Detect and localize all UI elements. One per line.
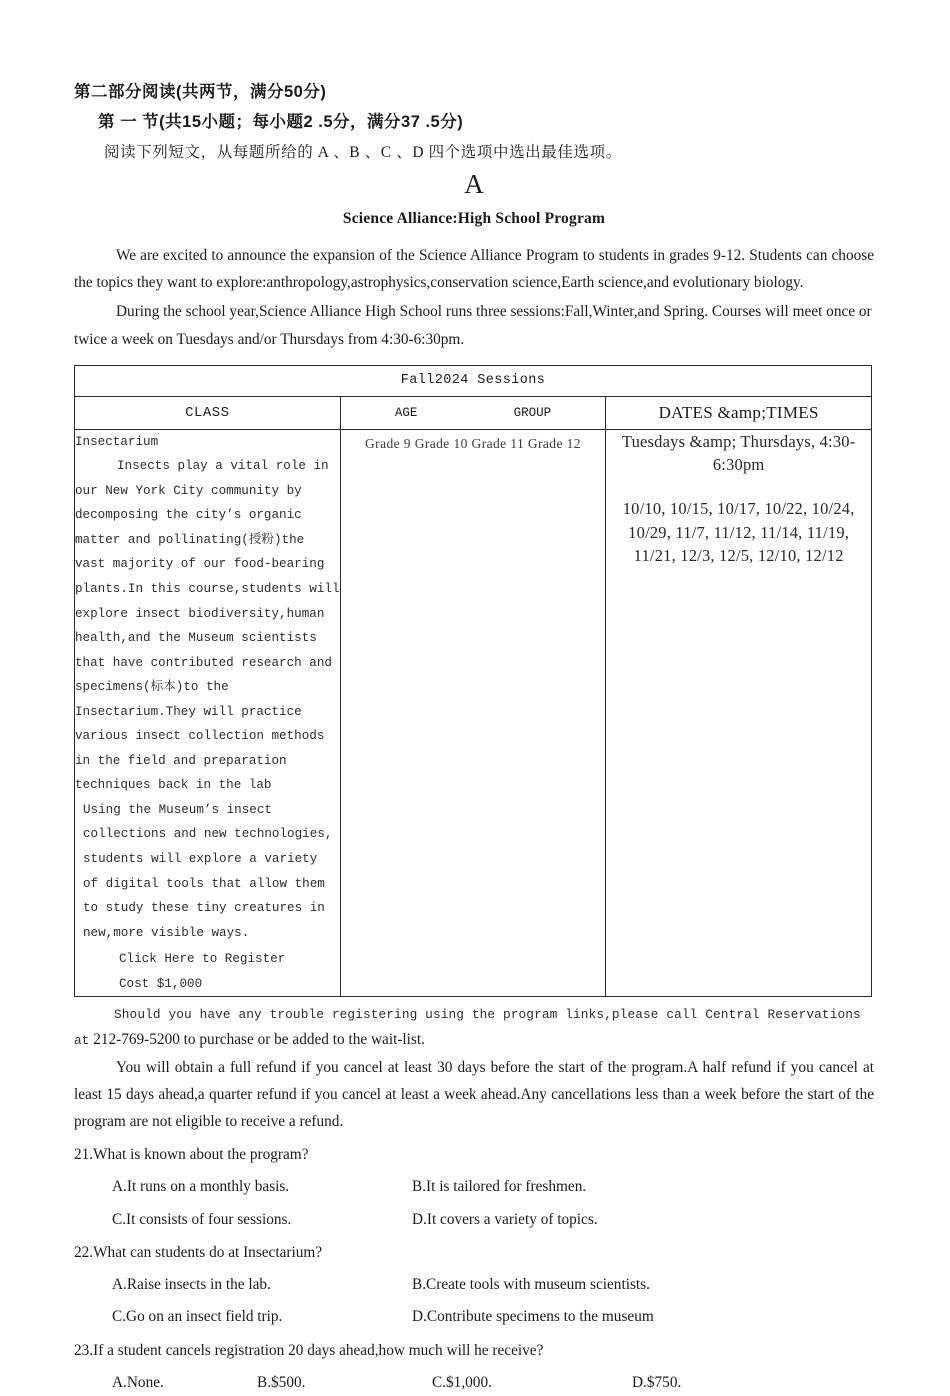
passage-letter: A [464, 169, 484, 200]
register-link[interactable]: Click Here to Register [119, 952, 286, 967]
document-content [74, 82, 874, 1396]
dates-list: 10/10, 10/15, 10/17, 10/22, 10/24, 10/29, 11/7, 11/12, 11/14, 11/19, 11/21, 12/3, 12/5, 12/10, 12/12 [622, 498, 855, 566]
option-23-c[interactable]: C.$1,000. [432, 1373, 492, 1391]
refund-policy-paragraph: You will obtain a full refund if you cancel at least 30 days before the start of the program.A half refund if you cancel at least 15 days ahead,a quarter refund if you cancel at least a week ahead.Any cancellations less than a week before the start of the program are not eligible to receive a refund. [74, 1058, 874, 1130]
option-21-a[interactable]: A.It runs on a monthly basis. [112, 1178, 290, 1196]
section-heading: 第 一 节(共15小题；每小题2 .5分，满分37 .5分) [98, 112, 464, 131]
table-header-age-group [340, 396, 606, 429]
class-name: Insectarium [75, 434, 159, 449]
option-21-b[interactable]: B.It is tailored for freshmen. [412, 1178, 587, 1196]
class-description-text: Insects play a vital role in our New York City community by decomposing the city’s organic matter and pollinating(授粉)the vast majority of our food-bearing plants.In this course,students will explore insect biodiversity,human health,and the Museum scientists that have contributed research and specimens(标本)to the Insectarium.They will practice various insect collection methods in the field and preparation techniques back in the lab [75, 459, 340, 793]
option-22-d[interactable]: D.Contribute specimens to the museum [412, 1308, 654, 1326]
phone-line-prefix: at [74, 1033, 90, 1049]
phone-line-text: 212-769-5200 to purchase or be added to the wait-list. [93, 1031, 425, 1049]
passage-title: Science Alliance:High School Program [342, 209, 606, 227]
option-23-b[interactable]: B.$500. [257, 1373, 306, 1391]
question-22-stem: 22.What can students do at Insectarium? [74, 1243, 323, 1261]
table-caption-cell: Fall2024 Sessions [75, 365, 872, 396]
option-22-b[interactable]: B.Create tools with museum scientists. [412, 1276, 650, 1294]
registration-trouble-note: Should you have any trouble registering using the program links,please call Central Reservations [114, 1007, 861, 1023]
question-23-options-row [74, 1369, 874, 1396]
option-21-c[interactable]: C.It consists of four sessions. [112, 1210, 292, 1228]
phone-line [74, 1026, 874, 1053]
passage-paragraph-2: During the school year,Science Alliance High School runs three sessions:Fall,Winter,and Spring. Courses will meet once or twice a week on Tuesdays and/or Thursdays from 4:30-6:30pm. [74, 303, 872, 348]
class-cost: Cost $1,000 [119, 976, 203, 991]
table-header-dates-times: DATES &amp;TIMES [606, 396, 872, 429]
table-header-class: CLASS [75, 396, 341, 429]
question-21-options-row-2 [74, 1206, 874, 1233]
question-22-options-row-1 [74, 1271, 874, 1298]
table-row [75, 429, 872, 997]
table-caption-row [75, 365, 872, 396]
sessions-table [74, 365, 872, 998]
age-group-cell: Grade 9 Grade 10 Grade 11 Grade 12 [340, 429, 606, 997]
option-22-c[interactable]: C.Go on an insect field trip. [112, 1308, 283, 1326]
option-23-d[interactable]: D.$750. [632, 1373, 682, 1391]
option-22-a[interactable]: A.Raise insects in the lab. [112, 1276, 271, 1294]
passage-paragraph-1: We are excited to announce the expansion of the Science Alliance Program to students in grades 9-12. Students can choose the topics they want to explore:anthropology,astrophysics,conservation science,Earth science,and evolutionary biology. [74, 246, 874, 292]
dates-when: Tuesdays &amp; Thursdays, 4:30-6:30pm [621, 431, 856, 475]
question-22-options-row-2 [74, 1303, 874, 1330]
option-21-d[interactable]: D.It covers a variety of topics. [412, 1210, 598, 1228]
question-23-stem: 23.If a student cancels registration 20 days ahead,how much will he receive? [74, 1341, 544, 1359]
table-header-age-label: AGE [394, 405, 418, 420]
question-21-options-row-1 [74, 1173, 874, 1200]
part-heading: 第二部分阅读(共两节，满分50分) [74, 83, 327, 101]
class-description-text-2: Using the Museum’s insect collections and new technologies, students will explore a variety of digital tools that allow them to study these tiny creatures in new,more visible ways. [83, 802, 333, 940]
table-header-group-label: GROUP [513, 405, 552, 420]
dates-times-cell [606, 429, 872, 997]
class-description-cell [75, 429, 341, 997]
reading-instruction: 阅读下列短文，从每题所给的 A 、B 、C 、D 四个选项中选出最佳选项。 [104, 144, 622, 162]
option-23-a[interactable]: A.None. [112, 1373, 164, 1391]
question-21-stem: 21.What is known about the program? [74, 1146, 309, 1164]
table-header-row [75, 396, 872, 429]
